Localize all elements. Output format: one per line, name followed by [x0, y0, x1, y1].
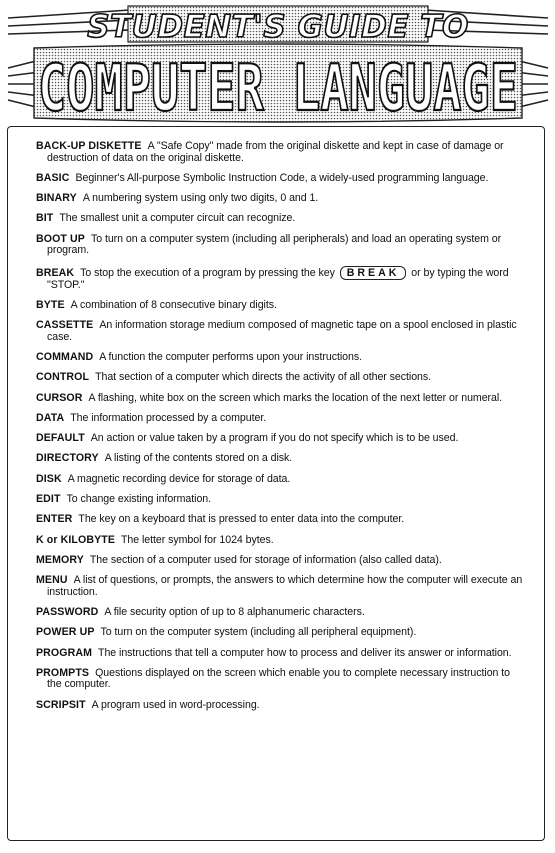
glossary-definition: A listing of the contents stored on a disk.	[104, 452, 293, 465]
glossary-entry	[36, 372, 526, 384]
glossary-term: COMMAND	[36, 351, 94, 364]
glossary-entry	[36, 514, 526, 526]
glossary-term: CASSETTE	[36, 319, 94, 332]
glossary-term: CURSOR	[36, 391, 83, 404]
glossary-term: BACK-UP DISKETTE	[36, 140, 142, 152]
glossary-entry	[36, 494, 526, 506]
glossary-definition: A combination of 8 consecutive binary digits.	[70, 298, 277, 311]
glossary-definition: Beginner's All-purpose Symbolic Instruction Code, a widely-used programming language.	[75, 171, 489, 184]
glossary-definition: The letter symbol for 1024 bytes.	[121, 533, 274, 546]
glossary-definition: To stop the execution of a program by pressing the key	[80, 266, 335, 279]
glossary-term: K or KILOBYTE	[36, 533, 115, 546]
glossary-entry	[36, 173, 526, 185]
glossary-term: DIRECTORY	[36, 452, 99, 465]
glossary-definition: A numbering system using only two digits, 0 and 1.	[82, 192, 319, 205]
glossary-term: SCRIPSIT	[36, 698, 86, 711]
glossary-definition: To turn on the computer system (including all peripheral equipment).	[100, 626, 417, 639]
glossary-term: EDIT	[36, 493, 61, 505]
glossary-definition: That section of a computer which directs the activity of all other sections.	[95, 371, 432, 384]
banner-header	[0, 0, 555, 140]
glossary-definition: The section of a computer used for storage of information (also called data).	[89, 553, 442, 566]
glossary-entry	[36, 648, 526, 660]
glossary-entry	[36, 433, 526, 445]
glossary-term: ENTER	[36, 513, 73, 526]
glossary-term: BREAK	[36, 266, 75, 279]
glossary-definition: The information processed by a computer.	[70, 411, 267, 424]
glossary-definition: A program used in word-processing.	[91, 698, 260, 711]
glossary-term: BINARY	[36, 192, 77, 205]
glossary-term: BOOT UP	[36, 232, 85, 245]
glossary-entry	[36, 193, 526, 205]
glossary-entry	[36, 234, 526, 257]
glossary-definition-continued: or by typing the word "STOP."	[47, 266, 509, 291]
glossary-term: PROMPTS	[36, 666, 90, 679]
glossary-definition: A "Safe Copy" made from the original diskette and kept in case of damage or destruction of data on the original diskette.	[47, 140, 504, 164]
glossary-definition: To turn on a computer system (including all peripherals) and load an operating system or program.	[47, 232, 502, 257]
glossary-entry	[36, 413, 526, 425]
glossary-definition: To change existing information.	[66, 493, 212, 505]
glossary-list	[36, 141, 526, 720]
glossary-definition: An information storage medium composed of magnetic tape on a spool enclosed in plastic case.	[47, 319, 517, 343]
glossary-term: BIT	[36, 212, 54, 225]
glossary-entry	[36, 535, 526, 547]
banner-title-line1: STUDENT'S GUIDE TO	[87, 9, 469, 45]
glossary-entry	[36, 575, 526, 598]
glossary-entry	[36, 555, 526, 567]
glossary-term: MEMORY	[36, 553, 84, 566]
glossary-definition: The key on a keyboard that is pressed to enter data into the computer.	[78, 513, 405, 526]
glossary-entry	[36, 266, 526, 292]
glossary-entry	[36, 474, 526, 486]
glossary-entry	[36, 300, 526, 312]
glossary-term: DISK	[36, 472, 62, 485]
glossary-term: CONTROL	[36, 371, 90, 384]
glossary-definition: The instructions that tell a computer how to process and deliver its answer or information.	[98, 646, 512, 659]
glossary-term: BYTE	[36, 298, 65, 311]
glossary-definition: An action or value taken by a program if you do not specify which is to be used.	[90, 432, 459, 445]
glossary-entry	[36, 627, 526, 639]
glossary-term: DEFAULT	[36, 432, 85, 445]
glossary-term: BASIC	[36, 171, 70, 184]
glossary-entry	[36, 213, 526, 225]
keyboard-key: BREAK	[340, 266, 407, 280]
glossary-definition: A function the computer performs upon your instructions.	[99, 351, 362, 364]
banner-graphic	[0, 0, 555, 140]
glossary-entry	[36, 352, 526, 364]
glossary-entry	[36, 668, 526, 691]
glossary-definition: A file security option of up to 8 alphanumeric characters.	[104, 606, 365, 618]
glossary-entry	[36, 320, 526, 343]
glossary-definition: A magnetic recording device for storage of data.	[67, 472, 291, 485]
glossary-entry	[36, 453, 526, 465]
glossary-entry	[36, 607, 526, 619]
glossary-term: POWER UP	[36, 626, 95, 639]
glossary-entry	[36, 700, 526, 712]
glossary-term: PASSWORD	[36, 606, 99, 618]
glossary-entry	[36, 393, 526, 405]
banner-title-line2: COMPUTER LANGUAGE	[38, 52, 518, 126]
glossary-term: MENU	[36, 574, 68, 587]
glossary-term: PROGRAM	[36, 646, 93, 659]
glossary-entry	[36, 141, 526, 164]
glossary-definition: The smallest unit a computer circuit can recognize.	[59, 212, 296, 225]
glossary-term: DATA	[36, 411, 65, 424]
glossary-definition: A list of questions, or prompts, the answers to which determine how the computer will execute an instruction.	[47, 574, 523, 598]
glossary-definition: Questions displayed on the screen which enable you to complete necessary instruction to the computer.	[47, 666, 511, 691]
glossary-definition: A flashing, white box on the screen which marks the location of the next letter or numeral.	[88, 391, 503, 404]
